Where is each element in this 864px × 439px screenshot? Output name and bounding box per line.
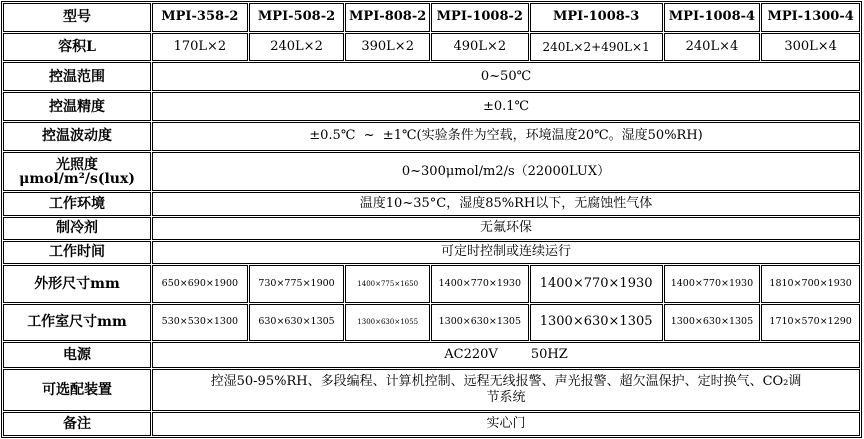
- spec-table: [1, 1, 862, 438]
- capacity-cell: 240L×4: [664, 33, 761, 62]
- illuminance-row: [3, 152, 860, 192]
- outer-dims-cell: 1400×775×1650: [345, 265, 430, 303]
- chamber-dims-row: [3, 304, 860, 342]
- options-value: [152, 369, 860, 411]
- temp-precision-label: 控温精度: [3, 92, 151, 121]
- temp-fluctuation-label: 控温波动度: [3, 122, 151, 151]
- capacity-cell: 240L×2: [249, 33, 345, 62]
- options-label: 可选配装置: [3, 369, 151, 411]
- outer-dims-row: [3, 265, 860, 303]
- outer-dims-cell: 1810×700×1930: [761, 265, 860, 303]
- remarks-row: [3, 412, 860, 436]
- options-value-line2: 节系统: [486, 389, 526, 405]
- chamber-dims-cell: 1300×630×1305: [530, 304, 663, 342]
- temp-range-label: 控温范围: [3, 62, 151, 91]
- illuminance-label-line2: μmol/m²/s(lux): [19, 170, 135, 187]
- chamber-dims-cell: 1710×570×1290: [761, 304, 860, 342]
- capacity-cell: 300L×4: [761, 33, 860, 62]
- refrigerant-value: 无氟环保: [152, 217, 860, 240]
- outer-dims-cell: 730×775×1900: [249, 265, 345, 303]
- chamber-dims-label: 工作室尺寸mm: [3, 304, 151, 342]
- illuminance-value: 0~300μmol/m2/s（22000LUX）: [152, 152, 860, 192]
- outer-dims-cell: 650×690×1900: [152, 265, 248, 303]
- power-row: [3, 342, 860, 367]
- options-row: [3, 369, 860, 411]
- temp-fluctuation-value: ±0.5℃ ~ ±1℃(实验条件为空载，环境温度20℃。湿度50%RH): [152, 122, 860, 151]
- model-cell: MPI-508-2: [249, 3, 345, 32]
- power-value: AC220V 50HZ: [152, 342, 860, 367]
- illuminance-label: [3, 152, 151, 192]
- temp-range-row: [3, 62, 860, 91]
- model-cell: MPI-358-2: [152, 3, 248, 32]
- model-row: [3, 3, 860, 32]
- work-env-value: 温度10~35°C，湿度85%RH以下，无腐蚀性气体: [152, 192, 860, 215]
- capacity-label: 容积L: [3, 33, 151, 62]
- options-value-line1: 控湿50-95%RH、多段编程、计算机控制、远程无线报警、声光报警、超欠温保护、定时换气、CO₂调: [210, 373, 802, 389]
- model-cell: MPI-1008-3: [530, 3, 663, 32]
- chamber-dims-cell: 630×630×1305: [249, 304, 345, 342]
- work-time-value: 可定时控制或连续运行: [152, 241, 860, 264]
- model-cell: MPI-1300-4: [761, 3, 860, 32]
- outer-dims-cell: 1400×770×1930: [664, 265, 761, 303]
- chamber-dims-cell: 1300×630×1305: [664, 304, 761, 342]
- capacity-cell: 240L×2+490L×1: [530, 33, 663, 62]
- temp-precision-row: [3, 92, 860, 121]
- chamber-dims-cell: 1300×630×1305: [431, 304, 529, 342]
- outer-dims-cell: 1400×770×1930: [431, 265, 529, 303]
- work-time-label: 工作时间: [3, 241, 151, 264]
- capacity-row: [3, 33, 860, 62]
- capacity-cell: 490L×2: [431, 33, 529, 62]
- outer-dims-cell: 1400×770×1930: [530, 265, 663, 303]
- refrigerant-label: 制冷剂: [3, 217, 151, 240]
- outer-dims-label: 外形尺寸mm: [3, 265, 151, 303]
- model-cell: MPI-1008-2: [431, 3, 529, 32]
- work-env-row: [3, 192, 860, 215]
- power-label: 电源: [3, 342, 151, 367]
- chamber-dims-cell: 530×530×1300: [152, 304, 248, 342]
- remarks-value: 实心门: [152, 412, 860, 436]
- refrigerant-row: [3, 217, 860, 240]
- work-time-row: [3, 241, 860, 264]
- capacity-cell: 170L×2: [152, 33, 248, 62]
- temp-fluctuation-row: [3, 122, 860, 151]
- model-cell: MPI-1008-4: [664, 3, 761, 32]
- capacity-cell: 390L×2: [345, 33, 430, 62]
- chamber-dims-cell: 1300×630×1055: [345, 304, 430, 342]
- model-cell: MPI-808-2: [345, 3, 430, 32]
- work-env-label: 工作环境: [3, 192, 151, 215]
- temp-precision-value: ±0.1℃: [152, 92, 860, 121]
- remarks-label: 备注: [3, 412, 151, 436]
- illuminance-label-line1: 光照度: [56, 156, 99, 173]
- model-header-label: 型号: [3, 3, 151, 32]
- temp-range-value: 0~50℃: [152, 62, 860, 91]
